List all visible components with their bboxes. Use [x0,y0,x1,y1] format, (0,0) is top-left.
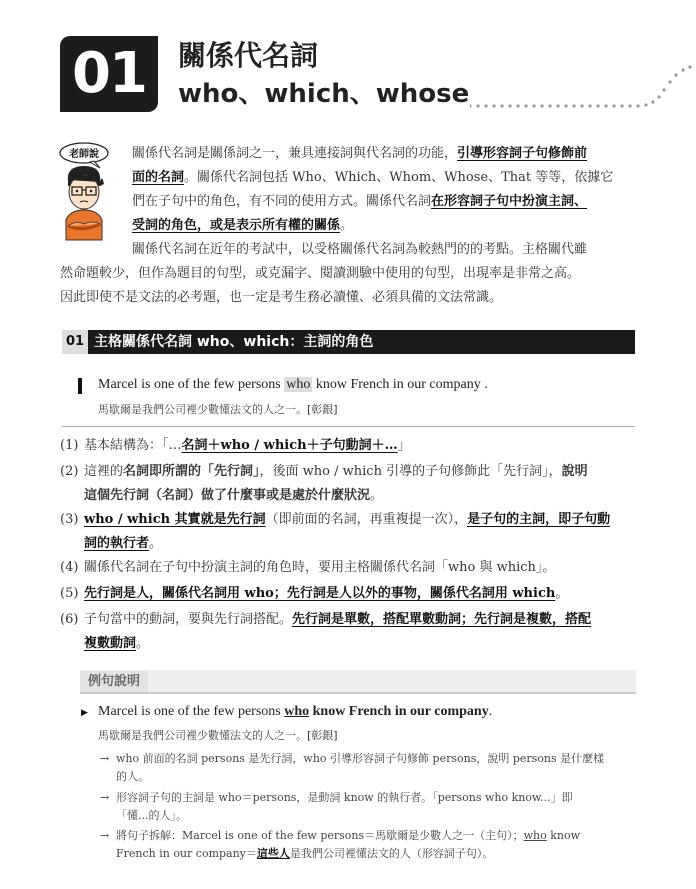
section-number: 01 [62,330,88,354]
chapter-title: 關係代名詞 [178,39,319,72]
example-marker [78,378,82,394]
decorative-dotted-line [470,62,696,112]
note-1: → who 前面的名詞 persons 是先行詞，who 引導形容詞子句修飾 persons，說明 persons 是什麼樣 的人。 [100,752,605,783]
list-item-5: (5) 先行詞是人，關係代名詞用 who；先行詞是人以外的事物，關係代名詞用 which。 [60,586,569,601]
list-item-4: (4) 關係代名詞在子句中扮演主詞的角色時，要用主格關係代名詞「who 與 which」。 [60,560,556,575]
example-sentence-2: Marcel is one of the few persons who know French in our company. [98,704,493,719]
note-3: → 將句子拆解：Marcel is one of the few persons＝馬歇爾是少數人之一（主句）；who know French in our company＝這些人是我們公司裡懂法文的人（形容詞子句）。 [100,829,581,860]
list-item-2: (2) 這裡的名詞即所謂的「先行詞」，後面 who / which 引導的子句修飾此「先行詞」，說明 這個先行詞（名詞）做了什麼事或是處於什麼狀況。 [60,464,588,503]
list-item-6: (6) 子句當中的動詞，要與先行詞搭配。先行詞是單數，搭配單數動詞；先行詞是複數，搭配 複數動詞。 [60,612,592,651]
intro-paragraph-1: 關係代名詞是關係詞之一，兼具連接詞與代名詞的功能，引導形容詞子句修飾前 面的名詞。關係代名詞包括 Who、Which、Whom、Whose、That 等等，依據它 們在子句中的角色，有不同的使用方式。關係代名詞在形容詞子句中扮演主詞、 受詞的角色，或是表示所有權的關係。 關係代名詞在近年的考試中，以受格關係代名詞為較熱門的的考點。主格關代雖 [132,146,614,257]
arrow-right-icon: → [100,791,110,804]
teacher-illustration [56,140,126,250]
divider [62,426,635,427]
example-translation-2: 馬歇爾是我們公司裡少數懂法文的人之一。[彰銀] [98,729,338,742]
arrow-right-icon: → [100,752,110,765]
example-translation: 馬歇爾是我們公司裡少數懂法文的人之一。[彰銀] [98,403,338,416]
list-item-1: (1) 基本結構為：「…名詞＋who / which＋子句動詞＋…」 [60,438,411,453]
triangle-bullet-icon: ▶ [81,708,88,718]
divider [80,692,636,694]
intro-paragraph-2: 然命題較少，但作為題目的句型，或克漏字、閱讀測驗中使用的句型，出現率是非常之高。 因此即使不是文法的必考題，也一定是考生務必讀懂、必須具備的文法常識。 [60,266,581,305]
list-item-3: (3) who / which 其實就是先行詞（即前面的名詞，再重複提一次），是子句的主詞，即子句動 詞的執行者。 [60,512,611,551]
arrow-right-icon: → [100,829,110,842]
section-header [62,330,635,354]
example-sentence: Marcel is one of the few persons who know French in our company . [98,377,488,392]
note-2: → 形容詞子句的主詞是 who＝persons，是動詞 know 的執行者。「persons who know...」即 「懂...的人」。 [100,791,573,822]
chapter-number: 01 [60,36,158,112]
teacher-speech-label: 老師說 [69,149,99,160]
section-title: 主格關係代名詞 who、which：主詞的角色 [94,334,374,350]
example-explanation-label: 例句說明 [80,670,636,692]
chapter-subtitle: who、which、whose [178,79,470,109]
